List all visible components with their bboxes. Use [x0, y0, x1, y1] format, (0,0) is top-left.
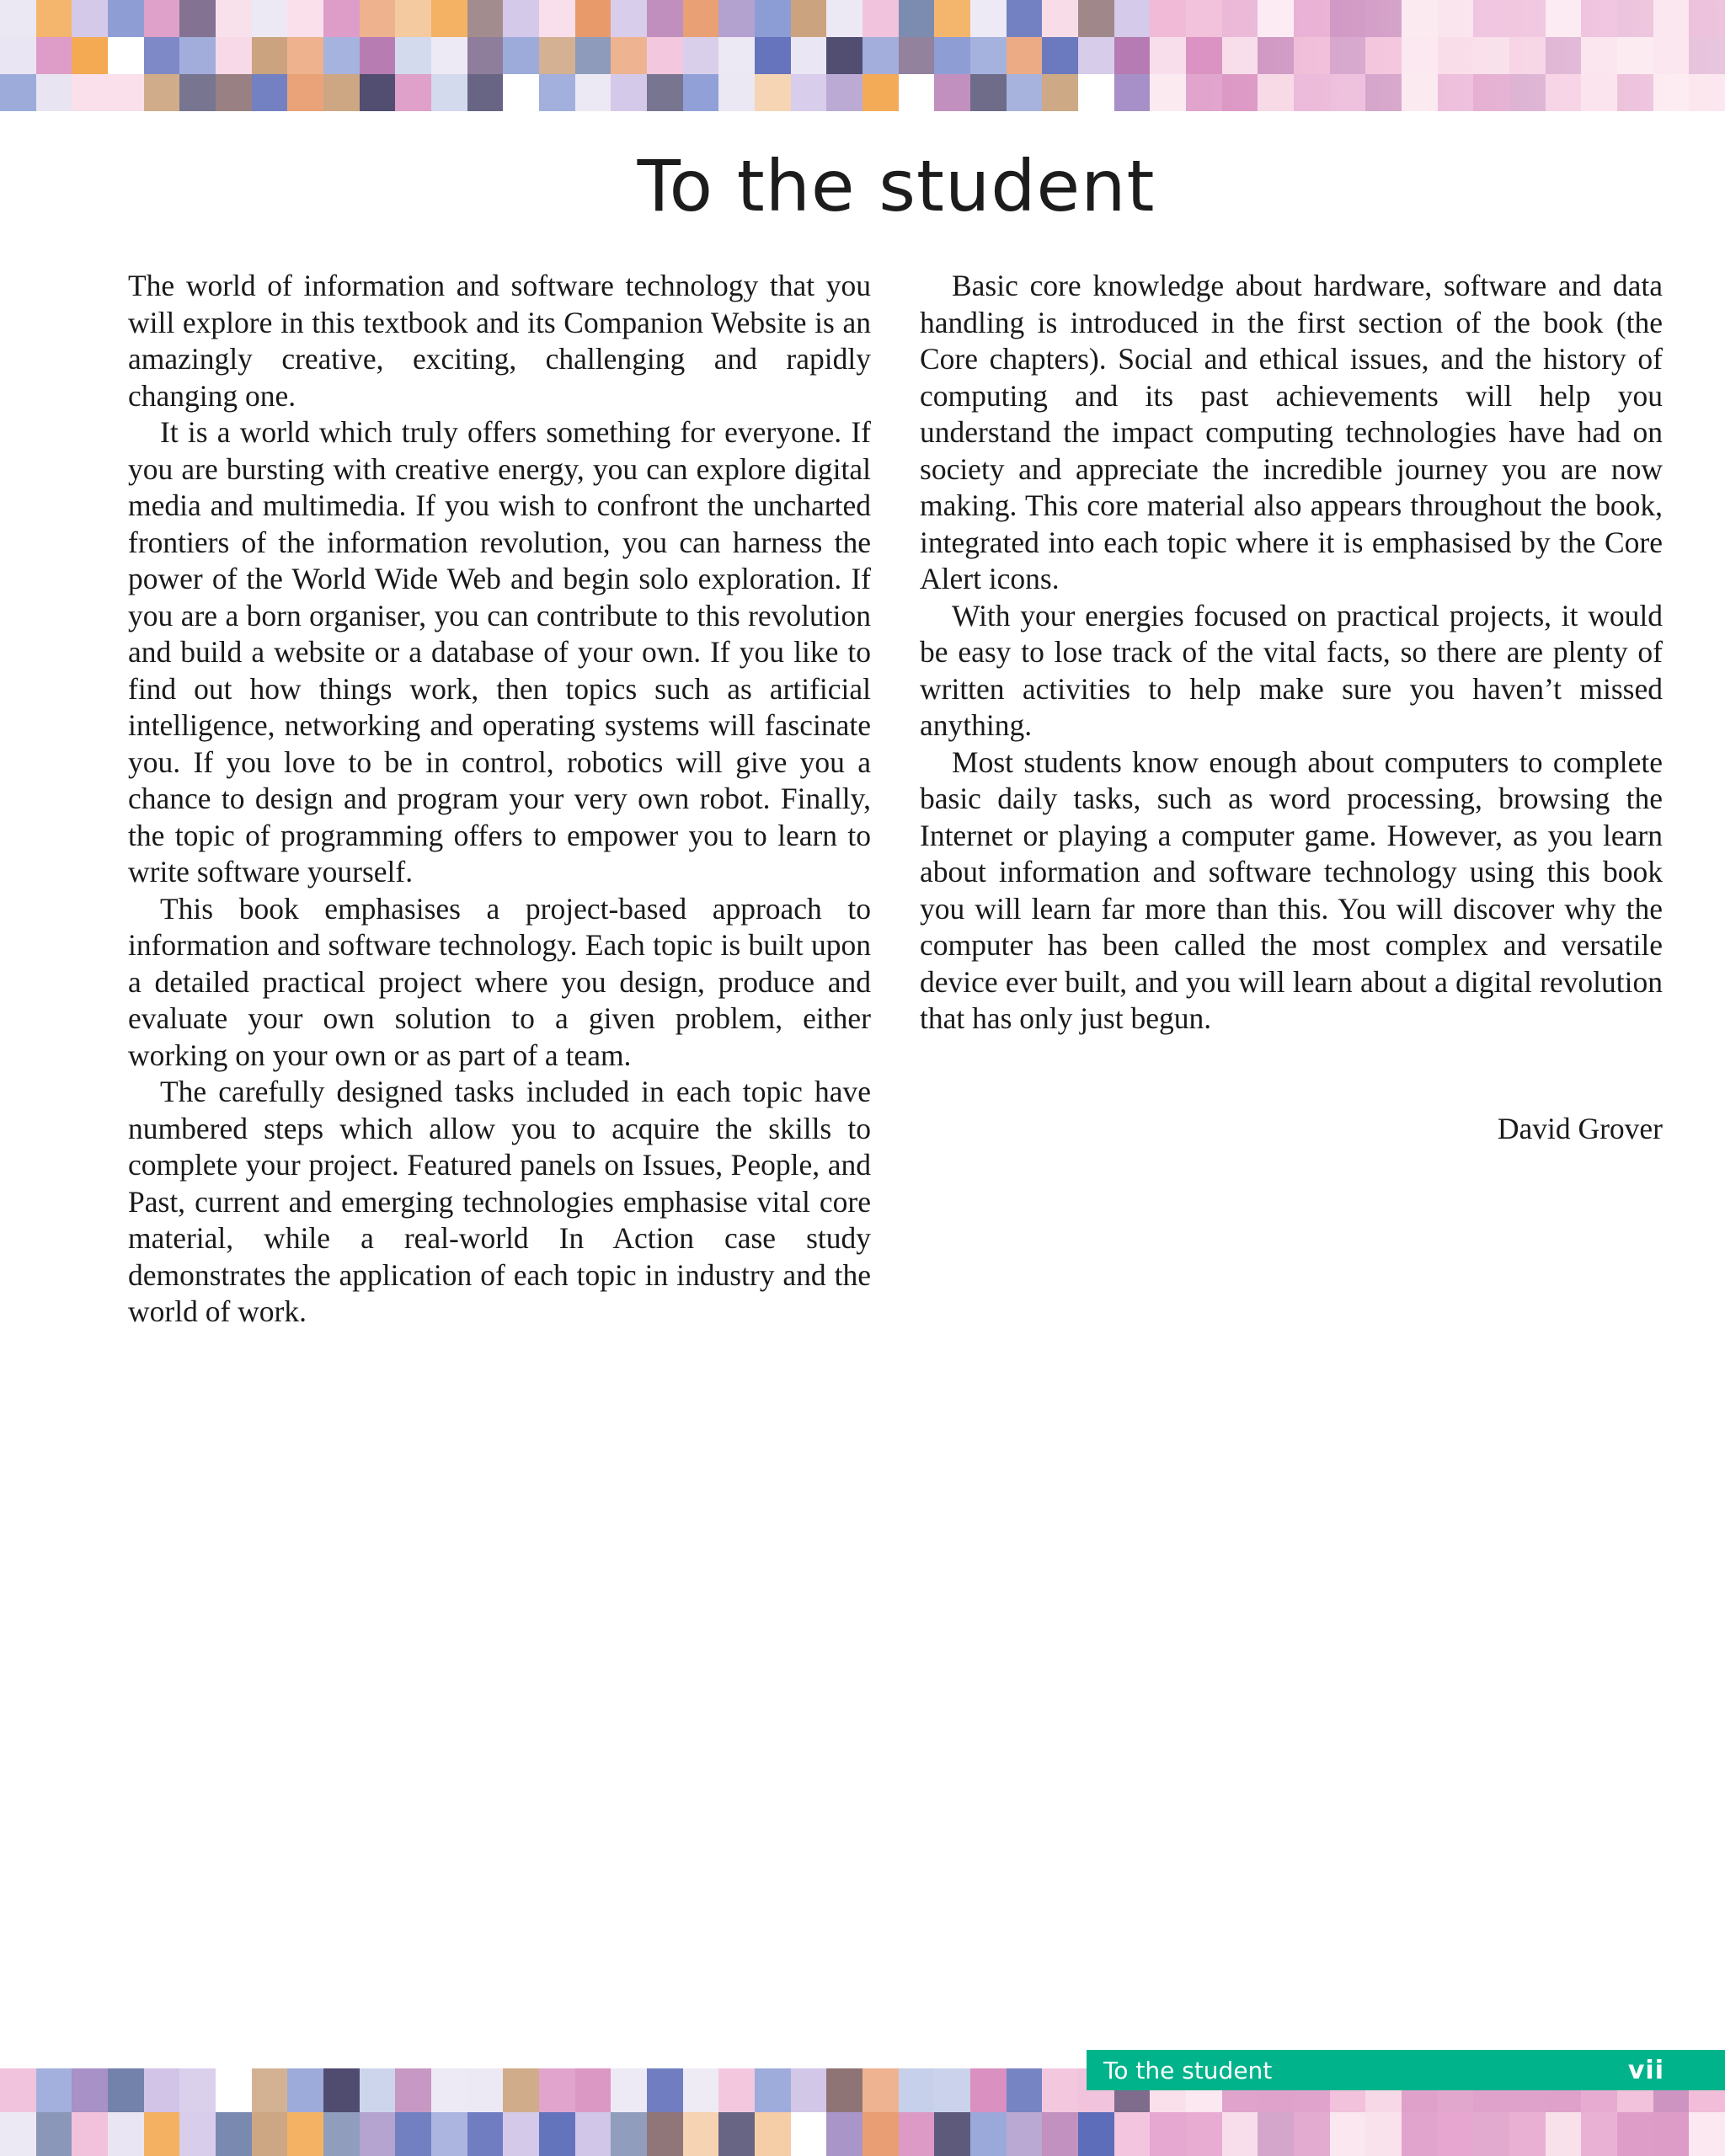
mosaic-tile	[1581, 0, 1617, 37]
mosaic-tile	[683, 74, 719, 111]
mosaic-tile	[72, 74, 108, 111]
mosaic-tile	[683, 37, 719, 74]
mosaic-tile	[1007, 37, 1043, 74]
mosaic-tile	[323, 2068, 360, 2112]
mosaic-tile	[862, 2112, 899, 2156]
mosaic-tile	[252, 2112, 288, 2156]
mosaic-tile	[1186, 0, 1222, 37]
mosaic-tile	[1689, 2112, 1725, 2156]
mosaic-tile	[1330, 0, 1366, 37]
mosaic-tile	[467, 2068, 504, 2112]
mosaic-tile	[1546, 74, 1582, 111]
mosaic-tile	[395, 2068, 431, 2112]
mosaic-tile	[1258, 2112, 1294, 2156]
mosaic-tile	[179, 37, 216, 74]
mosaic-tile	[144, 2112, 180, 2156]
mosaic-tile	[899, 2068, 935, 2112]
mosaic-tile	[575, 2068, 611, 2112]
mosaic-tile	[718, 2112, 755, 2156]
mosaic-tile	[755, 2112, 791, 2156]
mosaic-tile	[1402, 37, 1438, 74]
mosaic-tile	[1042, 37, 1078, 74]
mosaic-tile	[360, 37, 396, 74]
mosaic-tile	[611, 0, 647, 37]
mosaic-tile	[791, 74, 827, 111]
right-paragraph-2: With your energies focused on practical projects, it would be easy to lose track of the vital facts, so there are plenty of written activities to help make sure you haven’t missed anything.	[920, 598, 1663, 742]
mosaic-tile	[431, 2068, 467, 2112]
mosaic-tile	[1546, 0, 1582, 37]
mosaic-tile	[575, 37, 611, 74]
mosaic-tile	[503, 2068, 539, 2112]
mosaic-tile	[179, 74, 216, 111]
mosaic-tile	[360, 0, 396, 37]
mosaic-tile	[503, 0, 539, 37]
mosaic-tile	[970, 37, 1007, 74]
mosaic-tile	[1617, 2112, 1653, 2156]
mosaic-tile	[1473, 74, 1509, 111]
mosaic-tile	[647, 74, 683, 111]
mosaic-tile	[72, 2112, 108, 2156]
mosaic-tile	[503, 37, 539, 74]
mosaic-tile	[899, 74, 935, 111]
mosaic-tile	[1473, 0, 1509, 37]
mosaic-tile	[647, 37, 683, 74]
mosaic-tile	[503, 2112, 539, 2156]
mosaic-tile	[1114, 37, 1151, 74]
mosaic-tile	[1186, 2112, 1222, 2156]
top-decorative-mosaic	[0, 0, 1725, 111]
mosaic-tile	[647, 2112, 683, 2156]
mosaic-tile	[1294, 37, 1330, 74]
mosaic-tile	[539, 0, 575, 37]
mosaic-tile	[287, 2068, 323, 2112]
right-paragraph-3: Most students know enough about computers to complete basic daily tasks, such as word processing, browsing the Internet or playing a computer game. However, as you learn about information and software technology using this book you will learn far more than this. You will discover why the computer has been called the most complex and versatile device ever built, and you will learn about a digital revolution that has only just begun.	[920, 744, 1663, 1035]
mosaic-tile	[1330, 74, 1366, 111]
mosaic-tile	[323, 74, 360, 111]
mosaic-tile	[1222, 0, 1258, 37]
mosaic-tile	[1581, 74, 1617, 111]
mosaic-tile	[826, 37, 862, 74]
mosaic-tile	[1438, 2112, 1474, 2156]
mosaic-tile	[1078, 0, 1114, 37]
mosaic-tile	[899, 2112, 935, 2156]
mosaic-tile	[360, 74, 396, 111]
mosaic-tile	[467, 0, 504, 37]
mosaic-tile	[1258, 37, 1294, 74]
left-paragraph-4: The carefully designed tasks included in each topic have numbered steps which allow you to acquire the skills to complete your project. Featured panels on Issues, People, and Past, current and emerging technologies emphasise vital core material, while a real-world In Action case study demonstrates the application of each topic in industry and the world of work.	[128, 1075, 871, 1328]
mosaic-tile	[395, 74, 431, 111]
mosaic-tile	[970, 74, 1007, 111]
mosaic-tile	[1689, 0, 1725, 37]
mosaic-tile	[323, 37, 360, 74]
mosaic-tile	[683, 0, 719, 37]
mosaic-tile	[36, 37, 72, 74]
mosaic-tile	[252, 74, 288, 111]
mosaic-tile	[611, 2112, 647, 2156]
mosaic-tile	[144, 0, 180, 37]
mosaic-tile	[575, 74, 611, 111]
mosaic-tile	[36, 2112, 72, 2156]
mosaic-tile	[1258, 74, 1294, 111]
left-paragraph-2: It is a world which truly offers something for everyone. If you are bursting with creative energy, you can explore digital media and multimedia. If you wish to confront the uncharted frontiers of the information revolution, you can harness the power of the World Wide Web and begin solo exploration. If you are a born organiser, you can contribute to this revolution and build a website or a database of your own. If you like to find out how things work, then topics such as artificial intelligence, networking and operating systems will fascinate you. If you love to be in control, robotics will give you a chance to design and program your very own robot. Finally, the topic of programming offers to empower you to learn to write software yourself.	[128, 415, 871, 889]
mosaic-tile	[108, 74, 144, 111]
mosaic-tile	[467, 2112, 504, 2156]
mosaic-tile	[1114, 2112, 1151, 2156]
mosaic-tile	[144, 74, 180, 111]
mosaic-tile	[323, 2112, 360, 2156]
mosaic-tile	[1581, 37, 1617, 74]
mosaic-tile	[1473, 37, 1509, 74]
mosaic-tile	[934, 2112, 970, 2156]
mosaic-tile	[826, 0, 862, 37]
mosaic-tile	[1509, 74, 1546, 111]
mosaic-tile	[1653, 37, 1690, 74]
mosaic-tile	[970, 0, 1007, 37]
mosaic-tile	[1150, 74, 1186, 111]
mosaic-tile	[108, 2068, 144, 2112]
mosaic-tile	[826, 2112, 862, 2156]
mosaic-tile	[1078, 74, 1114, 111]
mosaic-tile	[0, 0, 36, 37]
left-paragraph-1: The world of information and software technology that you will explore in this textbook and its Companion Website is an amazingly creative, exciting, challenging and rapidly changing one.	[128, 269, 871, 413]
mosaic-tile	[287, 74, 323, 111]
mosaic-tile	[539, 37, 575, 74]
mosaic-tile	[1042, 0, 1078, 37]
mosaic-tile	[431, 2112, 467, 2156]
mosaic-tile	[1078, 2112, 1114, 2156]
mosaic-tile	[1365, 2112, 1402, 2156]
mosaic-tile	[179, 2112, 216, 2156]
mosaic-tile	[72, 2068, 108, 2112]
footer-bar	[1087, 2050, 1725, 2090]
mosaic-tile	[1509, 2112, 1546, 2156]
mosaic-tile	[1007, 2068, 1043, 2112]
mosaic-tile	[216, 2068, 252, 2112]
mosaic-tile	[1689, 37, 1725, 74]
mosaic-tile	[395, 2112, 431, 2156]
mosaic-tile	[826, 2068, 862, 2112]
mosaic-tile	[1546, 2112, 1582, 2156]
mosaic-tile	[647, 2068, 683, 2112]
mosaic-tile	[1222, 37, 1258, 74]
mosaic-tile	[1546, 37, 1582, 74]
mosaic-tile	[1617, 74, 1653, 111]
mosaic-tile	[934, 74, 970, 111]
mosaic-tile	[970, 2112, 1007, 2156]
mosaic-tile	[1365, 74, 1402, 111]
mosaic-tile	[862, 37, 899, 74]
mosaic-tile	[1365, 37, 1402, 74]
mosaic-tile	[467, 37, 504, 74]
mosaic-tile	[252, 0, 288, 37]
mosaic-tile	[0, 37, 36, 74]
mosaic-tile	[1402, 74, 1438, 111]
mosaic-tile	[1042, 74, 1078, 111]
mosaic-tile	[108, 37, 144, 74]
mosaic-tile	[1186, 74, 1222, 111]
mosaic-tile	[216, 37, 252, 74]
mosaic-tile	[755, 0, 791, 37]
mosaic-tile	[1402, 0, 1438, 37]
mosaic-tile	[1150, 37, 1186, 74]
mosaic-tile	[934, 37, 970, 74]
mosaic-tile	[826, 74, 862, 111]
mosaic-tile	[934, 2068, 970, 2112]
mosaic-tile	[1007, 2112, 1043, 2156]
mosaic-tile	[791, 37, 827, 74]
mosaic-tile	[287, 0, 323, 37]
mosaic-tile	[1402, 2112, 1438, 2156]
mosaic-tile	[1509, 0, 1546, 37]
mosaic-tile	[1042, 2112, 1078, 2156]
mosaic-tile	[1438, 0, 1474, 37]
mosaic-tile	[1689, 74, 1725, 111]
mosaic-tile	[755, 37, 791, 74]
mosaic-tile	[1186, 37, 1222, 74]
mosaic-tile	[36, 0, 72, 37]
mosaic-tile	[36, 74, 72, 111]
mosaic-tile	[252, 2068, 288, 2112]
mosaic-tile	[791, 2068, 827, 2112]
mosaic-tile	[431, 0, 467, 37]
mosaic-tile	[1114, 74, 1151, 111]
mosaic-tile	[718, 74, 755, 111]
mosaic-tile	[108, 2112, 144, 2156]
mosaic-tile	[216, 0, 252, 37]
mosaic-tile	[1114, 0, 1151, 37]
footer-section-title: To the student	[1103, 2056, 1273, 2084]
mosaic-tile	[539, 2112, 575, 2156]
mosaic-tile	[360, 2068, 396, 2112]
mosaic-tile	[539, 2068, 575, 2112]
mosaic-tile	[611, 37, 647, 74]
mosaic-tile	[1258, 0, 1294, 37]
mosaic-tile	[1007, 0, 1043, 37]
mosaic-tile	[575, 2112, 611, 2156]
right-paragraph-1: Basic core knowledge about hardware, software and data handling is introduced in the first section of the book (the Core chapters). Social and ethical issues, and the history of computing and its past achievements will help you understand the impact computing technologies have had on society and appreciate the incredible journey you are now making. This core material also appears throughout the book, integrated into each topic where it is emphasised by the Core Alert icons.	[920, 269, 1663, 595]
mosaic-tile	[36, 2068, 72, 2112]
mosaic-tile	[503, 74, 539, 111]
mosaic-tile	[755, 74, 791, 111]
mosaic-tile	[1078, 37, 1114, 74]
mosaic-tile	[791, 2112, 827, 2156]
mosaic-tile	[1222, 74, 1258, 111]
mosaic-tile	[1509, 37, 1546, 74]
mosaic-tile	[862, 2068, 899, 2112]
mosaic-tile	[360, 2112, 396, 2156]
mosaic-tile	[0, 74, 36, 111]
mosaic-tile	[539, 74, 575, 111]
mosaic-tile	[575, 0, 611, 37]
mosaic-tile	[1617, 37, 1653, 74]
mosaic-tile	[862, 74, 899, 111]
mosaic-tile	[718, 0, 755, 37]
mosaic-tile	[683, 2112, 719, 2156]
mosaic-tile	[1294, 74, 1330, 111]
mosaic-tile	[252, 37, 288, 74]
mosaic-tile	[395, 37, 431, 74]
mosaic-tile	[179, 0, 216, 37]
left-paragraph-3: This book emphasises a project-based approach to information and software technology. Each topic is built upon a detailed practical project where you design, produce and evaluate your own solution to a given problem, either working on your own or as part of a team.	[128, 891, 871, 1072]
mosaic-tile	[611, 2068, 647, 2112]
mosaic-tile	[1330, 2112, 1366, 2156]
mosaic-tile	[431, 37, 467, 74]
mosaic-tile	[970, 2068, 1007, 2112]
mosaic-tile	[323, 0, 360, 37]
mosaic-tile	[899, 0, 935, 37]
mosaic-tile	[431, 74, 467, 111]
mosaic-tile	[72, 0, 108, 37]
mosaic-tile	[287, 2112, 323, 2156]
mosaic-tile	[1473, 2112, 1509, 2156]
mosaic-tile	[1653, 0, 1690, 37]
mosaic-tile	[1438, 37, 1474, 74]
mosaic-tile	[1617, 0, 1653, 37]
page-number: vii	[1627, 2055, 1664, 2085]
mosaic-tile	[395, 0, 431, 37]
mosaic-tile	[791, 0, 827, 37]
mosaic-tile	[216, 2112, 252, 2156]
mosaic-tile	[108, 0, 144, 37]
mosaic-tile	[1150, 2112, 1186, 2156]
mosaic-tile	[899, 37, 935, 74]
mosaic-tile	[1330, 37, 1366, 74]
page-title: To the student	[637, 145, 1156, 227]
mosaic-tile	[216, 74, 252, 111]
mosaic-tile	[1294, 2112, 1330, 2156]
mosaic-tile	[0, 2112, 36, 2156]
mosaic-tile	[144, 37, 180, 74]
mosaic-tile	[1150, 0, 1186, 37]
mosaic-tile	[683, 2068, 719, 2112]
mosaic-tile	[72, 37, 108, 74]
mosaic-tile	[287, 37, 323, 74]
mosaic-tile	[1438, 74, 1474, 111]
author-signature: David Grover	[1497, 1111, 1663, 1145]
mosaic-tile	[1042, 2068, 1078, 2112]
right-text-column	[920, 268, 1663, 1147]
mosaic-tile	[755, 2068, 791, 2112]
mosaic-tile	[1294, 0, 1330, 37]
mosaic-tile	[1653, 2112, 1690, 2156]
mosaic-tile	[1653, 74, 1690, 111]
mosaic-tile	[647, 0, 683, 37]
mosaic-tile	[1007, 74, 1043, 111]
mosaic-tile	[467, 74, 504, 111]
mosaic-tile	[1581, 2112, 1617, 2156]
mosaic-tile	[934, 0, 970, 37]
mosaic-tile	[144, 2068, 180, 2112]
mosaic-tile	[611, 74, 647, 111]
mosaic-tile	[862, 0, 899, 37]
mosaic-tile	[179, 2068, 216, 2112]
mosaic-tile	[1222, 2112, 1258, 2156]
mosaic-tile	[718, 37, 755, 74]
left-text-column	[128, 268, 871, 1331]
mosaic-tile	[0, 2068, 36, 2112]
mosaic-tile	[1365, 0, 1402, 37]
mosaic-tile	[718, 2068, 755, 2112]
